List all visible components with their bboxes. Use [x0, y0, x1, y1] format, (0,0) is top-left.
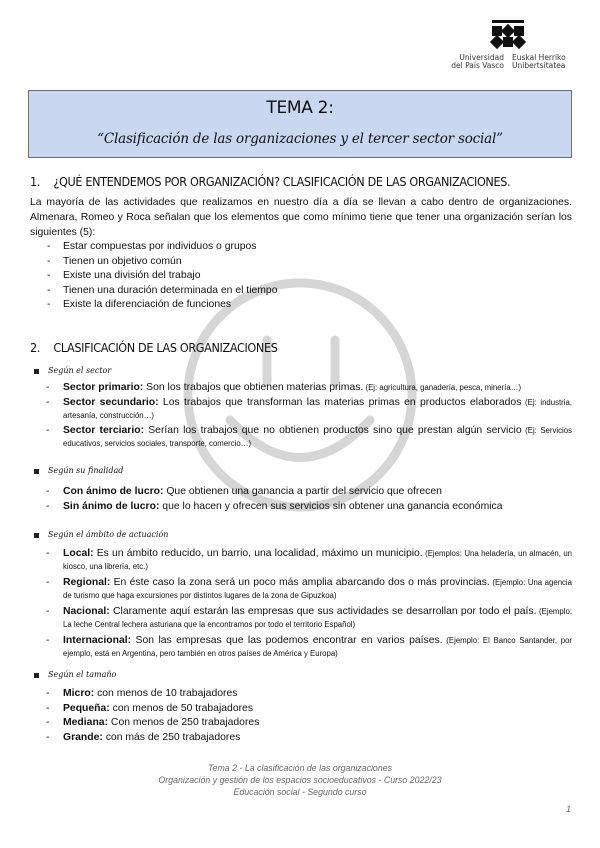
subheading-tamano: Según el tamaño	[34, 670, 116, 679]
list-item: - Mediana: Con menos de 250 trabajadores	[58, 716, 572, 731]
logo-text-es: Universidad del País Vasco	[451, 53, 504, 70]
square-bullet-icon	[34, 533, 39, 538]
list-item: - Micro: con menos de 10 trabajadores	[58, 687, 572, 702]
page-title: TEMA 2:	[266, 98, 334, 118]
page-footer: Tema 2 - La clasificación de las organizaciones Organización y gestión de los espacios socioeducativos - Curso 2022/23 Educación social - Segundo curso	[158, 763, 442, 797]
page-subtitle: “Clasificación de las organizaciones y el tercer sector social”	[97, 131, 503, 147]
list-item: - Internacional: Son las empresas que las podemos encontrar en varios países. (Ejemplo: El Banco Santander, por ejemplo, está en Argentina, pero también en otros países de América y Europa)	[58, 634, 572, 660]
section-2-heading: 2. CLASIFICACIÓN DE LAS ORGANIZACIONES	[30, 340, 278, 355]
tamano-list	[58, 687, 572, 745]
page-number: 1	[566, 804, 572, 814]
list-item: - Sin ánimo de lucro: que lo hacen y ofrecen sus servicios sin obtener una ganancia económica	[58, 499, 572, 514]
list-item: - Tienen una duración determinada en el tiempo	[47, 284, 572, 299]
logo-text-eu: Euskal Herriko Unibertsitatea	[512, 53, 566, 70]
list-item: - Pequeña: con menos de 50 trabajadores	[58, 702, 572, 717]
subheading-sector: Según el sector	[34, 366, 111, 375]
list-item: - Existe una división del trabajo	[47, 269, 572, 284]
sector-list	[58, 381, 572, 450]
list-item: - Regional: En éste caso la zona será un poco más amplia abarcando dos o más provincias. (Ejemplo: Una agencia de turismo que haga excursiones por distintos lugares de la zona de Gipuzkoa)	[58, 576, 572, 602]
list-item: - Con ánimo de lucro: Que obtienen una ganancia a partir del servicio que ofrecen	[58, 484, 572, 499]
subheading-finalidad: Según su finalidad	[34, 466, 123, 475]
list-item: - Estar compuestas por individuos o grupos	[47, 240, 572, 255]
list-item: - Sector terciario: Serían los trabajos que no obtienen productos sino que prestan algún servicio (Ej: Servicios educativos, servicios sociales, transporte, comercio…)	[58, 424, 572, 450]
section-1-list	[47, 240, 572, 313]
university-emblem-icon	[490, 20, 526, 50]
list-item: - Grande: con más de 250 trabajadores	[58, 731, 572, 746]
list-item: - Nacional: Claramente aquí estarán las empresas que sus actividades se desarrollan por todo el país. (Ejemplo: La leche Central lechera asturiana que la encontramos por todo el territorio Español)	[58, 605, 572, 631]
list-item: - Sector primario: Son los trabajos que obtienen materias primas. (Ej: agricultura, ganadería, pesca, minería…)	[58, 381, 572, 394]
section-1-paragraph: La mayoría de las actividades que realizamos en nuestro día a día se llevan a cabo dentro de organizaciones. Almenara, Romeo y Roca señalan que los elementos que como mínimo tiene que tener una organización serían los siguientes (5):	[30, 197, 572, 238]
square-bullet-icon	[34, 469, 39, 474]
finalidad-list	[58, 484, 572, 514]
section-1-heading: 1. ¿QUÉ ENTENDEMOS POR ORGANIZACIÓN? CLASIFICACIÓN DE LAS ORGANIZACIONES.	[30, 174, 511, 189]
list-item: - Tienen un objetivo común	[47, 255, 572, 270]
list-item: - Local: Es un ámbito reducido, un barrio, una localidad, máximo un municipio. (Ejemplos: Una heladería, un almacén, un kiosco, una librería, etc.)	[58, 547, 572, 573]
ambito-list	[58, 547, 572, 660]
list-item: - Sector secundario: Los trabajos que transforman las materias primas en productos elaborados (Ej: industria, artesanía, construcción…)	[58, 396, 572, 422]
list-item: - Existe la diferenciación de funciones	[47, 298, 572, 313]
square-bullet-icon	[34, 369, 39, 374]
university-logo	[444, 14, 569, 74]
square-bullet-icon	[34, 673, 39, 678]
subheading-ambito: Según el ámbito de actuación	[34, 530, 168, 539]
title-box	[28, 90, 572, 158]
